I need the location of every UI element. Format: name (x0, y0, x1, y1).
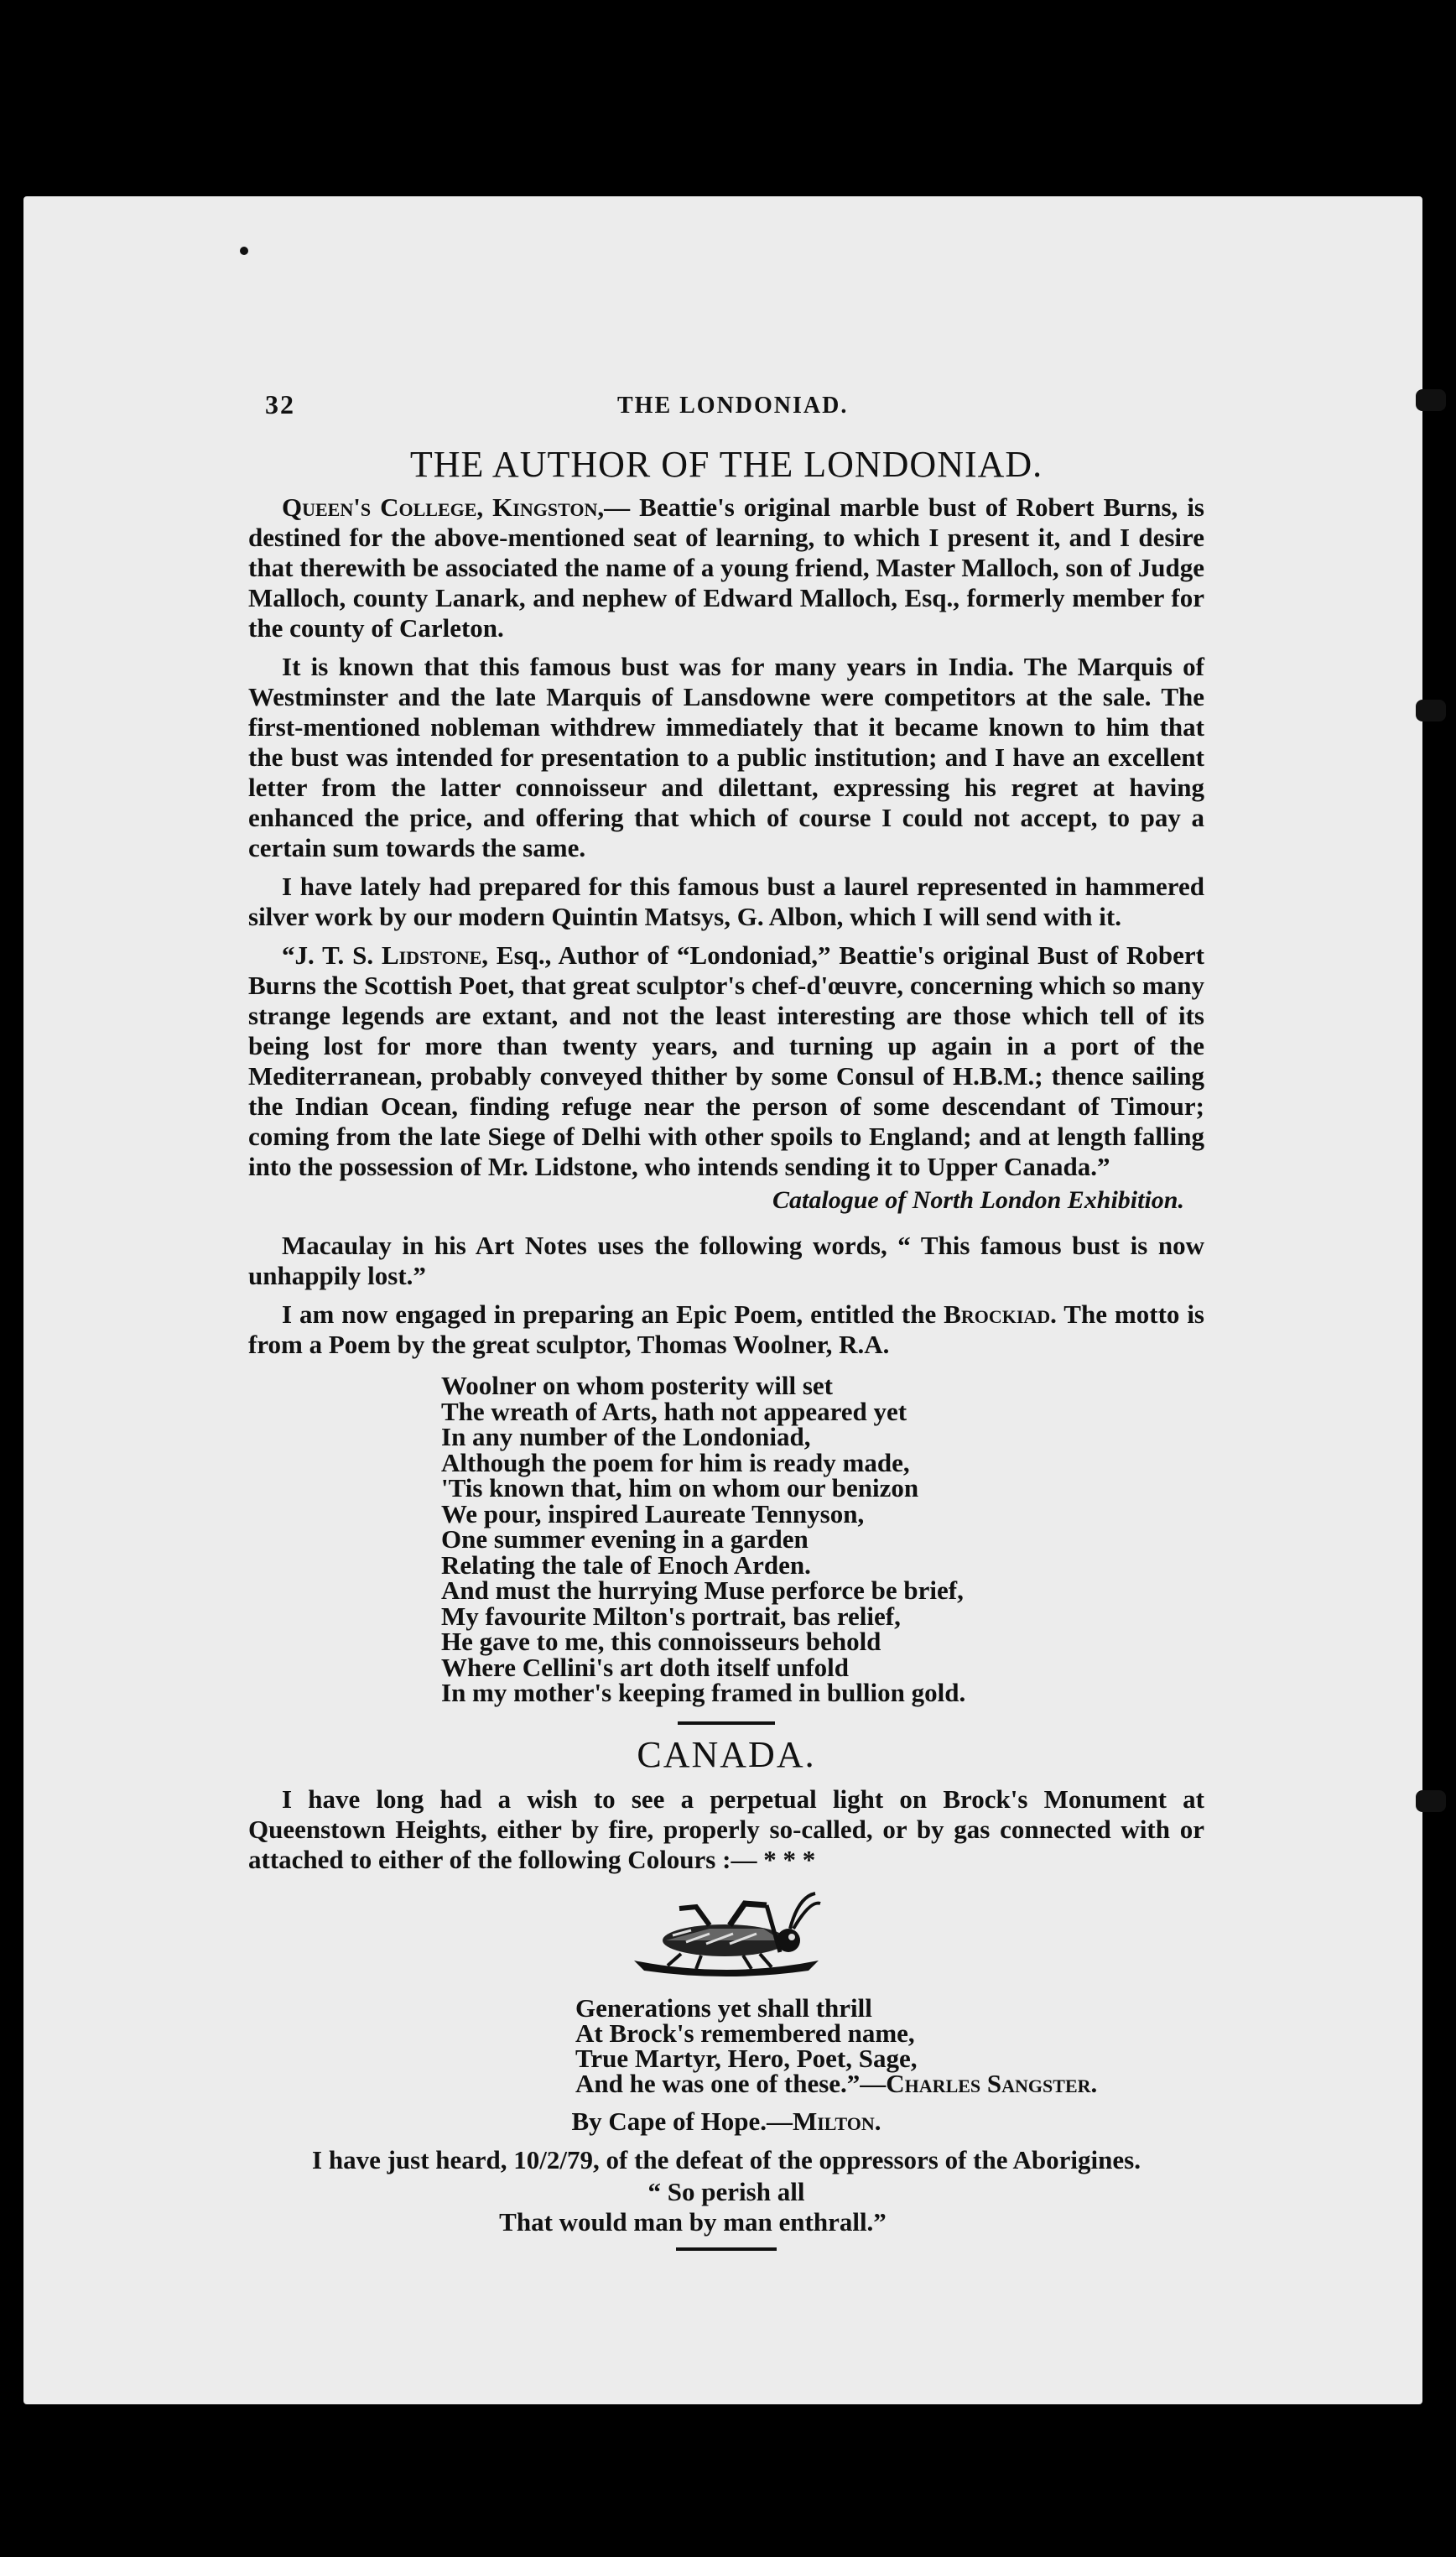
poem-line: The wreath of Arts, hath not appeared yet (441, 1396, 907, 1426)
woolner-poem (441, 1373, 1204, 1706)
perish-line-1: “ So perish all (647, 2176, 805, 2206)
section-rule (678, 1721, 775, 1725)
paragraph-queens-college (248, 492, 1204, 643)
poem-line: 'Tis known that, him on whom our benizon (441, 1473, 919, 1502)
perish-line-2: That would man by man enthrall.” (499, 2206, 887, 2237)
paragraph-macaulay: Macaulay in his Art Notes uses the following words, “ This famous bust is now unhappily lost.” (248, 1231, 1204, 1290)
milton-author: Milton. (792, 2106, 881, 2136)
poem-line: And must the hurrying Muse perforce be brief, (441, 1575, 964, 1605)
milton-line (248, 2107, 1204, 2137)
book-page (23, 196, 1422, 2404)
quote-text: Esq., Author of “Londoniad,” Beattie's original Bust of Robert Burns the Scottish Poet, that great sculptor's chef-d'œuvre, concerning which so many strange legends are extant, and not the least interesting are those which tell of its being lost for more than twenty years, and turning up again in a port of the Mediterranean, probably conveyed thither by some Consul of H.B.M.; thence sailing the Indian Ocean, finding refuge near the person of some descendant of Timour; coming from the late Siege of Delhi with other spoils to England; and at length falling into the possession of Mr. Lidstone, who intends sending it to Upper Canada.” (248, 940, 1204, 1181)
paragraph-brock-monument: I have long had a wish to see a perpetual light on Brock's Monument at Queenstown Heights, either by fire, properly so-called, or by gas connected with or attached to either of the following Colours :— * * * (248, 1784, 1204, 1874)
poem-line: Woolner on whom posterity will set (441, 1371, 833, 1400)
verse-line: True Martyr, Hero, Poet, Sage, (575, 2043, 918, 2073)
epic-text-a: I am now engaged in preparing an Epic Poem, entitled the (282, 1299, 944, 1329)
binding-tab-middle (1416, 700, 1446, 721)
running-title: THE LONDONIAD. (617, 393, 849, 419)
poem-line: In my mother's keeping framed in bullion gold. (441, 1678, 966, 1707)
epic-text-c: The motto is from a Poem by the great sculptor, Thomas Woolner, R.A. (248, 1299, 1204, 1359)
paragraph-india: It is known that this famous bust was for many years in India. The Marquis of Westminster and the late Marquis of Lansdowne were competitors at the sale. The first-mentioned nobleman withdrew immediately that it became known to him that the bust was intended for presentation to a public institution; and I have an excellent letter from the latter connoisseur and dilettant, expressing his regret at having enhanced the price, and offering that which of course I could not accept, to pay a certain sum towards the same. (248, 652, 1204, 862)
grasshopper-emblem-icon (626, 1892, 827, 1979)
verse-line: At Brock's remembered name, (575, 2018, 915, 2048)
poem-line: One summer evening in a garden (441, 1524, 809, 1554)
article-title: THE AUTHOR OF THE LONDONIAD. (409, 444, 1043, 485)
queens-college-lead: Queen's College, Kingston, (282, 492, 605, 522)
poem-line: He gave to me, this connoisseurs behold (441, 1627, 881, 1656)
canada-title: CANADA. (637, 1733, 816, 1775)
sangster-verse (575, 1992, 1204, 2098)
sangster-author: Charles Sangster. (886, 2068, 1098, 2098)
poem-line: Where Cellini's art doth itself unfold (441, 1652, 849, 1682)
paragraph-epic (248, 1299, 1204, 1360)
poem-line: We pour, inspired Laureate Tennyson, (441, 1498, 865, 1528)
milton-text: By Cape of Hope.— (571, 2106, 793, 2136)
queens-college-text: — Beattie's original marble bust of Robert Burns, is destined for the above-mentioned seat of learning, to which I present it, and I desire that therewith be associated the name of a young friend, Master Malloch, son of Judge Malloch, county Lanark, and nephew of Edward Malloch, Esq., formerly member for the county of Carleton. (248, 492, 1204, 643)
verse-line: Generations yet shall thrill (575, 1992, 872, 2023)
aborigines-line: I have just heard, 10/2/79, of the defeat of the oppressors of the Aborigines. (312, 2144, 1141, 2174)
poem-line: Although the poem for him is ready made, (441, 1447, 910, 1477)
paragraph-laurel: I have lately had prepared for this famous bust a laurel represented in hammered silver work by our modern Quintin Matsys, G. Albon, which I will send with it. (248, 872, 1204, 931)
poem-line: My favourite Milton's portrait, bas relief, (441, 1601, 901, 1631)
poem-line: Relating the tale of Enoch Arden. (441, 1549, 811, 1580)
quote-attribution: Catalogue of North London Exhibition. (772, 1186, 1184, 1214)
binding-tab-lower (1416, 1790, 1446, 1812)
poem-line: In any number of the Londoniad, (441, 1422, 811, 1451)
scan-speck (240, 247, 248, 255)
brockiad-title: Brockiad. (944, 1299, 1057, 1329)
paragraph-catalogue-quote (248, 940, 1204, 1182)
page-number: 32 (265, 389, 295, 419)
closing-rule (676, 2247, 777, 2251)
verse-line-text: And he was one of these.”— (575, 2068, 887, 2098)
verse-line-last (575, 2068, 1204, 2098)
page-content (248, 389, 1204, 2259)
binding-tab-top (1416, 389, 1446, 411)
running-head (248, 389, 1204, 423)
quote-lead: “J. T. S. Lidstone, (282, 940, 489, 970)
